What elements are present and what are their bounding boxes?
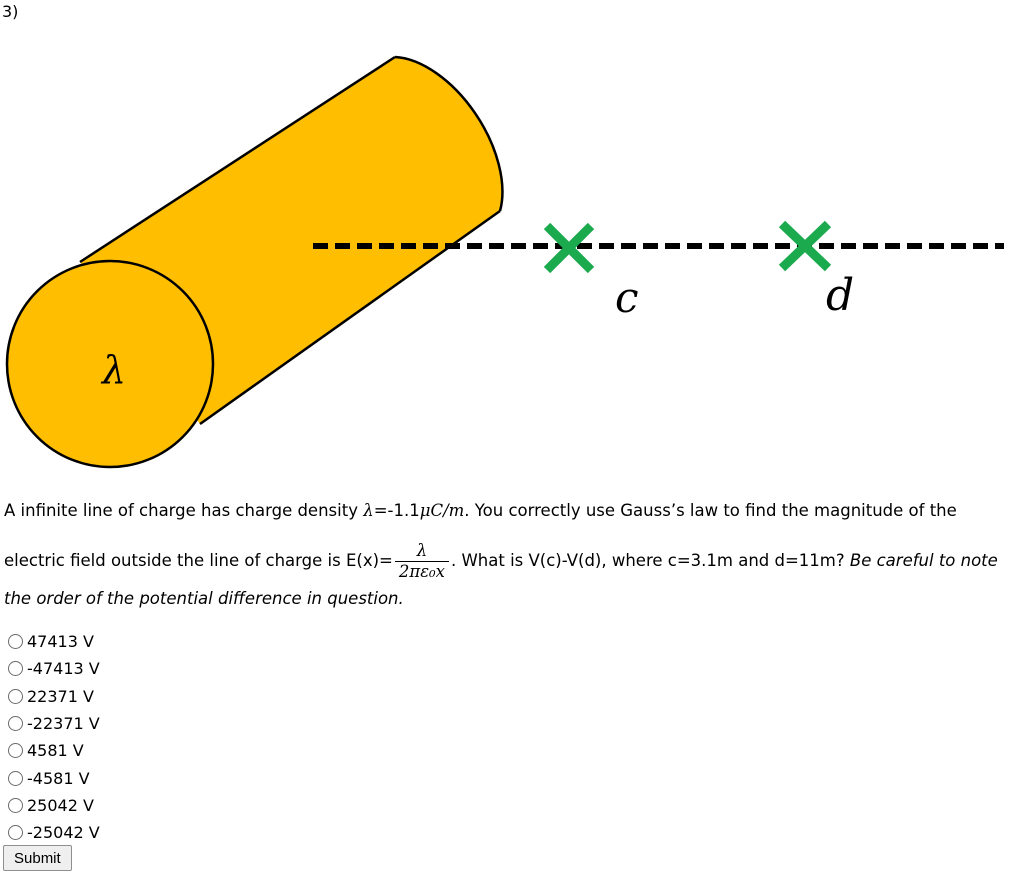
answer-option[interactable]: 22371 V [8, 683, 100, 710]
field-formula-fraction [395, 541, 449, 582]
lambda-symbol: λ [363, 501, 374, 520]
radio-button[interactable] [8, 771, 23, 786]
question-line-1: A infinite line of charge has charge density λ=-1.1μC/m. You correctly use Gauss’s law to find the magnitude of the [4, 501, 957, 520]
answer-option[interactable]: 25042 V [8, 792, 100, 819]
density-unit: μC/m [419, 501, 465, 520]
answer-options [8, 628, 100, 846]
formula-denominator: 2πε₀x [395, 561, 449, 582]
answer-option[interactable]: 47413 V [8, 628, 100, 655]
point-d-label: d [826, 270, 855, 321]
answer-option[interactable]: 4581 V [8, 737, 100, 764]
question-line-2: electric field outside the line of charge is E(x)= $\frac{\lambda}{\text{2πε₀x}}$ . What is V(c)-V(d), where c=3.1m and d=11m? Be careful to note [4, 541, 998, 581]
point-c-label: c [615, 273, 639, 322]
radio-button[interactable] [8, 743, 23, 758]
radio-button[interactable] [8, 661, 23, 676]
question-line-3: the order of the potential difference in question. [4, 589, 404, 608]
radio-button[interactable] [8, 825, 23, 840]
radio-button[interactable] [8, 716, 23, 731]
answer-option[interactable]: -25042 V [8, 819, 100, 846]
lambda-label: λ [102, 348, 127, 392]
formula-numerator: λ [416, 541, 428, 560]
answer-option[interactable]: -22371 V [8, 710, 100, 737]
question-number: 3) [2, 2, 19, 21]
radio-button[interactable] [8, 798, 23, 813]
answer-option[interactable]: -4581 V [8, 764, 100, 791]
radio-button[interactable] [8, 689, 23, 704]
submit-button[interactable]: Submit [3, 845, 72, 871]
answer-option[interactable]: -47413 V [8, 655, 100, 682]
radio-button[interactable] [8, 634, 23, 649]
